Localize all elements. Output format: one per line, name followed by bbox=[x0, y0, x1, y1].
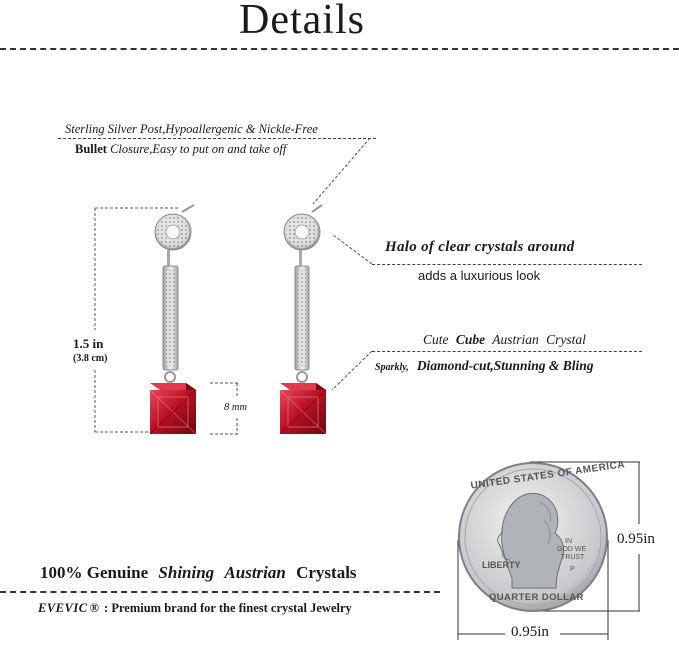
brand-name: EVEVIC bbox=[38, 601, 88, 615]
cube-sub-rest: Diamond-cut,Stunning & Bling bbox=[416, 358, 594, 373]
right-earring bbox=[280, 205, 326, 434]
post-closure-text: Closure,Easy to put on and take off bbox=[110, 142, 287, 156]
length-label-cm: (3.8 cm) bbox=[73, 353, 108, 364]
post-bullet-word: Bullet bbox=[75, 142, 107, 156]
length-label-in: 1.5 in bbox=[73, 336, 104, 351]
halo-annotation-title: Halo of clear crystals around bbox=[385, 239, 575, 255]
coin-mint-mark: P bbox=[570, 566, 575, 573]
coin-motto-1: IN bbox=[565, 538, 572, 545]
cube-size-label: 8 mm bbox=[224, 402, 248, 413]
coin-motto-2: GOD WE bbox=[557, 546, 587, 553]
coin-height-label: 0.95in bbox=[617, 531, 655, 547]
coin-width-label: 0.95in bbox=[511, 624, 549, 640]
footer-austrian: Austrian bbox=[224, 563, 286, 582]
footer-shining: Shining bbox=[158, 563, 215, 582]
coin-motto-3: TRUST bbox=[561, 554, 585, 561]
brand-mark: ® bbox=[89, 601, 99, 615]
footer-crystals: Crystals bbox=[296, 563, 357, 582]
halo-leader-line bbox=[333, 235, 372, 264]
page-title: Details bbox=[239, 0, 365, 43]
coin-liberty: LIBERTY bbox=[482, 560, 521, 570]
footer-genuine: 100% Genuine bbox=[40, 563, 149, 582]
coin-top-text: UNITED STATES OF AMERICA bbox=[469, 459, 626, 492]
coin-bottom-text: QUARTER DOLLAR bbox=[489, 592, 584, 603]
post-leader-line bbox=[313, 138, 370, 204]
cube-title-word-1: Cute bbox=[423, 332, 449, 347]
cube-title-word-4: Crystal bbox=[546, 332, 586, 347]
post-annotation-line1: Sterling Silver Post,Hypoallergenic & Nickle-Free bbox=[65, 122, 318, 136]
brand-tagline: : Premium brand for the finest crystal Jewelry bbox=[104, 601, 352, 615]
cube-leader-line bbox=[332, 351, 372, 390]
left-earring bbox=[150, 205, 196, 434]
cube-sub-sparkly: Sparkly, bbox=[375, 362, 409, 373]
cube-title-word-2: Cube bbox=[455, 332, 486, 347]
halo-annotation-sub: adds a luxurious look bbox=[418, 268, 541, 283]
cube-title-word-3: Austrian bbox=[492, 332, 539, 347]
